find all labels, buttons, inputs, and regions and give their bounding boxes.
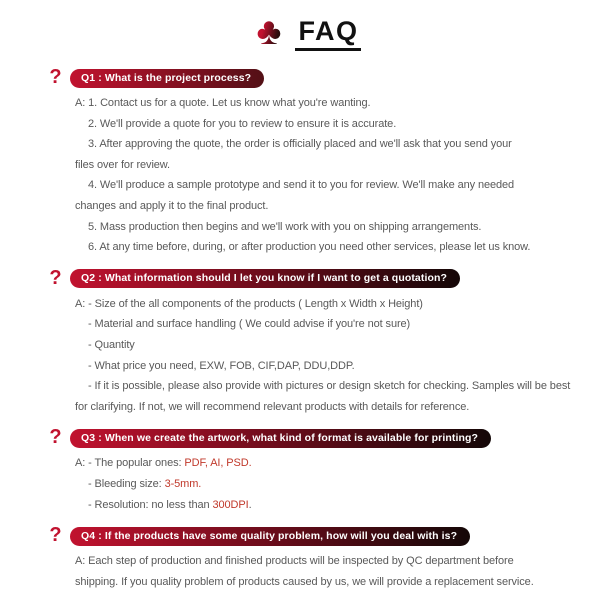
answer-segment: for clarifying. If not, we will recommend relevant products with details for reference. xyxy=(75,400,470,413)
answer-segment: 3-5mm. xyxy=(164,477,202,490)
answer-line xyxy=(75,93,570,114)
question-text: Q2 : What information should I let you know if I want to get a quotation? xyxy=(81,272,448,285)
answer-line xyxy=(88,114,570,135)
question-mark-icon: ? xyxy=(49,66,62,88)
answer-line xyxy=(75,294,570,315)
answer-segment: A: 1. Contact us for a quote. Let us know what you're wanting. xyxy=(75,97,371,109)
answer-line xyxy=(88,335,570,356)
answer-segment: - Resolution: no less than xyxy=(88,498,213,511)
answer-block xyxy=(75,294,570,418)
answer-segment: 2. We'll provide a quote for you to review to ensure it is accurate. xyxy=(88,117,397,130)
question-pill xyxy=(70,69,264,88)
question-mark-icon: ? xyxy=(49,266,62,289)
answer-block xyxy=(75,93,570,258)
answer-line xyxy=(75,572,570,593)
answer-segment: A: - The popular ones: xyxy=(75,457,185,470)
question-row xyxy=(48,68,570,88)
answer-segment: 4. We'll produce a sample prototype and send it to you for review. We'll make any needed xyxy=(88,179,515,192)
answer-segment: A: - Size of the all components of the products ( Length x Width x Height) xyxy=(75,297,423,310)
answer-segment: files over for review. xyxy=(75,158,171,171)
answer-line xyxy=(88,495,570,516)
club-icon: ♣ xyxy=(256,11,282,53)
question-row xyxy=(48,266,570,289)
answer-block xyxy=(75,551,570,592)
answer-line xyxy=(88,134,570,155)
question-row xyxy=(48,526,570,546)
question-pill xyxy=(70,527,470,546)
answer-segment: A: Each step of production and finished products will be inspected by QC department before xyxy=(75,555,514,568)
answer-line xyxy=(75,397,570,418)
answer-line xyxy=(88,175,570,196)
answer-line xyxy=(75,551,570,572)
question-mark-icon: ? xyxy=(49,426,62,449)
answer-segment: shipping. If you quality problem of products caused by us, we will provide a replacement service. xyxy=(75,575,534,588)
faq-section xyxy=(48,526,570,592)
answer-line xyxy=(88,237,570,258)
answer-segment: changes and apply it to the final product. xyxy=(75,199,269,212)
question-mark-icon: ? xyxy=(49,524,62,547)
question-pill xyxy=(70,429,491,448)
answer-segment: - Bleeding size: xyxy=(88,477,165,490)
faq-sections xyxy=(48,68,570,592)
answer-segment: 300DPI xyxy=(212,498,249,511)
faq-section xyxy=(48,68,570,258)
page-title: FAQ xyxy=(295,17,361,50)
answer-segment: - Material and surface handling ( We could advise if you're not sure) xyxy=(88,318,411,331)
answer-segment: - What price you need, EXW, FOB, CIF,DAP, DDU,DDP. xyxy=(88,359,355,372)
answer-segment: 6. At any time before, during, or after production you need other services, please let us know. xyxy=(88,241,531,254)
answer-line xyxy=(88,217,570,238)
question-text: Q4 : If the products have some quality problem, how will you deal with is? xyxy=(81,529,458,542)
faq-section xyxy=(48,428,570,515)
question-text: Q3 : When we create the artwork, what kind of format is available for printing? xyxy=(81,431,479,444)
answer-block xyxy=(75,453,570,515)
answer-segment: . xyxy=(248,498,252,511)
page-header xyxy=(48,12,570,56)
faq-section xyxy=(48,266,571,418)
question-text: Q1 : What is the project process? xyxy=(81,71,252,84)
question-row xyxy=(48,428,570,448)
answer-line xyxy=(75,155,570,176)
answer-line xyxy=(88,356,570,377)
answer-segment: 5. Mass production then begins and we'll work with you on shipping arrangements. xyxy=(88,220,482,233)
answer-line xyxy=(75,196,570,217)
answer-segment: PDF, AI, PSD. xyxy=(184,457,252,470)
answer-line xyxy=(88,474,570,495)
answer-line xyxy=(75,453,570,474)
answer-line xyxy=(88,376,570,397)
question-pill xyxy=(70,269,460,288)
answer-segment: - If it is possible, please also provide with pictures or design sketch for checking. Samples will be best xyxy=(88,380,571,393)
answer-segment: 3. After approving the quote, the order is officially placed and we'll ask that you send your xyxy=(88,138,512,151)
answer-line xyxy=(88,314,570,335)
answer-segment: - Quantity xyxy=(88,338,135,351)
